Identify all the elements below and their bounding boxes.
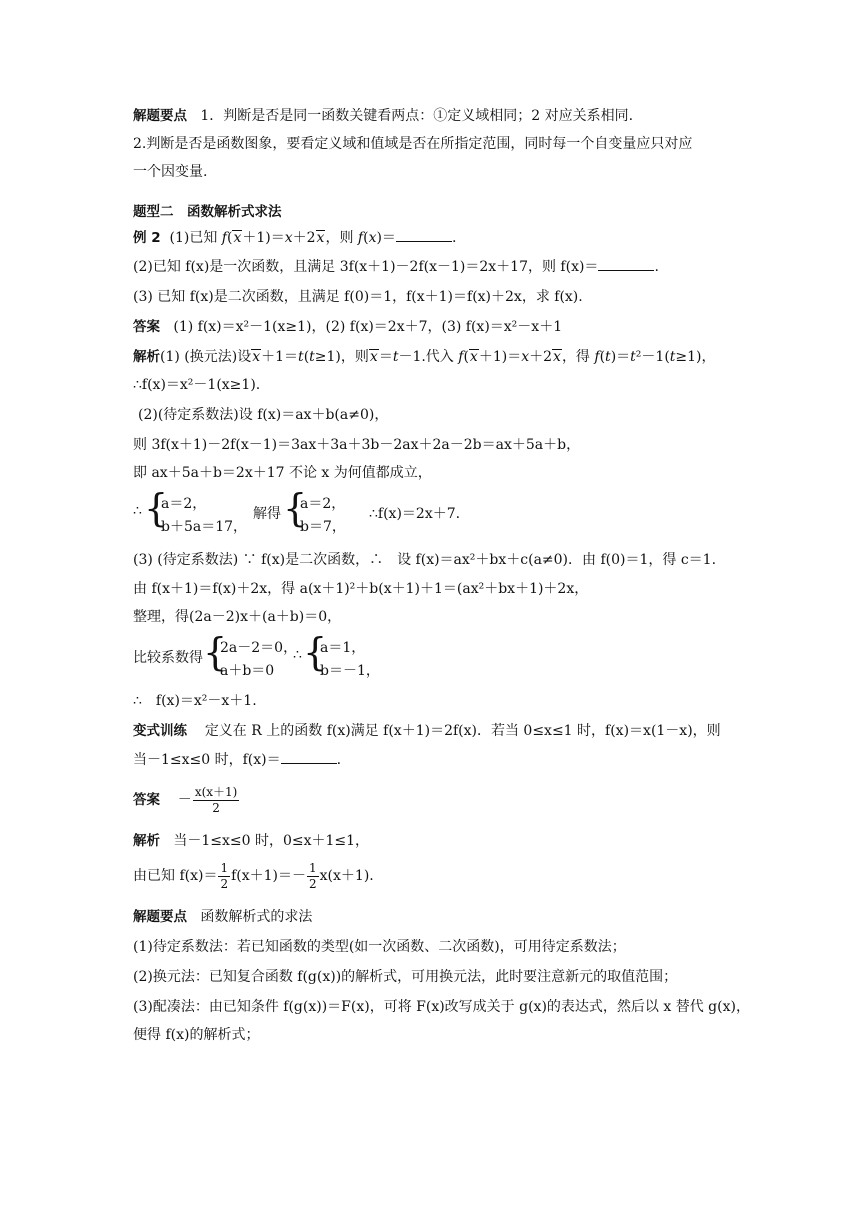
fraction-numerator: x(x＋1) [194,784,238,799]
tips2-label: 解题要点 [133,909,187,925]
equation-system-row: ∴ { a＝2， b＋5a＝17， 解得 { a＝2， b＝7， ∴f(x)＝2x＋7. [133,486,461,535]
tips1-text1: 1．判断是否是同一函数关键看两点：①定义域相同；2 对应关系相同. [200,108,634,124]
tips2-method4: 便得 f(x)的解析式； [133,1027,260,1043]
variant-answer: 答案 － $\frac{x(x+1)}{2}$ [133,784,238,815]
variant-label: 变式训练 [133,723,187,739]
answer-label: 答案 [133,319,160,335]
sys2-a: a＝2， [300,496,346,512]
analysis-p1-line2: ∴f(x)＝x²－1(x≥1). [133,377,261,393]
answer-blank[interactable] [598,258,654,271]
result2: ∴f(x)＝2x＋7. [369,506,461,522]
analysis-p2-line1: (2)(待定系数法)设 f(x)＝ax＋b(a≠0)， [138,407,389,423]
variant-analysis-text1: 当－1≤x≤0 时，0≤x＋1≤1， [173,833,370,849]
example2-q2: (2)已知 f(x)是一次函数，且满足 3f(x＋1)－2f(x－1)＝2x＋17，则 f(x)＝ . [133,259,659,275]
fraction-numerator: 1 [220,860,229,875]
analysis-line2-pre: 由已知 f(x)＝ [133,868,218,884]
fraction-denominator: 2 [309,876,317,891]
analysis-p1-line1: 解析(1) (换元法)设x＋1＝t(t≥1)，则x＝t－1.代入 f(x＋1)＝x＋2x，得 f(t)＝t²－1(t≥1)， [133,349,716,365]
analysis-line2-post: x(x＋1). [319,868,374,884]
answer-blank[interactable] [396,229,452,242]
tips1-line2: 2.判断是否是函数图象，要看定义域和值域是否在所指定范围，同时每一个自变量应只对应 [133,136,693,152]
tips2-title: 函数解析式的求法 [200,909,313,925]
answer-fraction [193,785,240,816]
half-fraction [218,861,230,892]
solve-label: 解得 [253,506,281,522]
sys1-a: a＝2， [161,496,207,512]
tips1-line1 [133,106,633,126]
variant-text1: 定义在 R 上的函数 f(x)满足 f(x＋1)＝2f(x)．若当 0≤x≤1 时，f(x)＝x(1－x)，则 [204,723,721,739]
sys2-b: b＝7， [300,519,346,535]
fraction-numerator: 1 [309,860,317,875]
compare-label: 比较系数得 [133,650,203,666]
equation-system-row: 比较系数得 { 2a－2＝0， a＋b＝0 ∴ { a＝1， b＝－1， [133,630,380,679]
fraction-denominator: 2 [212,800,220,815]
tips2-heading [133,907,312,927]
example2-q1-pre: (1)已知 [169,230,222,246]
tips1-line3: 一个因变量. [133,164,208,180]
tips1-label: 解题要点 [133,108,187,124]
answer-line [133,317,562,337]
tips2-method2: (2)换元法：已知复合函数 f(g(x))的解析式，可用换元法，此时要注意新元的取值范围； [133,969,678,985]
fraction-denominator: 2 [220,876,229,891]
example2-q1: 例 2 (1)已知 f(x＋1)＝x＋2x，则 f(x)＝ . [133,230,457,246]
brace-icon: { [283,486,308,530]
analysis-p3-line1: (3) (待定系数法) ∵ f(x)是二次函数，∴ 设 f(x)＝ax²＋bx＋c(a≠0)．由 f(0)＝1，得 c＝1. [133,552,717,568]
analysis-p2-line2: 则 3f(x＋1)－2f(x－1)＝3ax＋3a＋3b－2ax＋2a－2b＝ax＋5a＋b， [133,437,581,453]
analysis-p3-line2: 由 f(x＋1)＝f(x)＋2x，得 a(x＋1)²＋b(x＋1)＋1＝(ax²＋bx＋1)＋2x， [133,581,589,597]
analysis-p2-line3: 即 ax＋5a＋b＝2x＋17 不论 x 为何值都成立， [133,465,432,481]
sys3-a: 2a－2＝0， [220,640,298,656]
example2-label: 例 2 [133,230,161,246]
analysis-label: 解析 [133,349,160,365]
sys3-b: a＋b＝0 [220,663,275,679]
variant-analysis-line1 [133,831,369,851]
example2-q3: (3) 已知 f(x)是二次函数，且满足 f(0)＝1，f(x＋1)＝f(x)＋2x，求 f(x). [133,289,583,305]
brace-icon: { [203,630,228,674]
tips2-method1: (1)待定系数法：若已知函数的类型(如一次函数、二次函数)，可用待定系数法； [133,939,626,955]
variant-text2: 当－1≤x≤0 时，f(x)＝ [133,752,281,768]
sys4-a: a＝1， [320,640,366,656]
sys4-b: b＝－1， [320,663,380,679]
variant-line1 [133,721,721,741]
example2-q2-text: (2)已知 f(x)是一次函数，且满足 3f(x＋1)－2f(x－1)＝2x＋17，则 f(x)＝ [133,259,599,275]
variant-answer-label: 答案 [133,792,160,808]
sys1-b: b＋5a＝17， [161,519,248,535]
answer-blank[interactable] [281,751,337,764]
brace-icon: { [144,486,169,530]
section-title: 题型二 函数解析式求法 [133,204,282,220]
analysis-line2-mid: f(x＋1)＝－ [231,868,307,884]
variant-line2: 当－1≤x≤0 时，f(x)＝ . [133,752,342,768]
brace-icon: { [303,630,328,674]
result3: ∴ f(x)＝x²－x＋1. [133,693,257,709]
variant-analysis-line2 [133,858,374,894]
answer-text: (1) f(x)＝x²－1(x≥1)，(2) f(x)＝2x＋7，(3) f(x)＝x²－x＋1 [173,319,563,335]
variant-analysis-label: 解析 [133,833,160,849]
half-fraction [307,861,319,892]
analysis-p3-line3: 整理，得(2a－2)x＋(a＋b)＝0， [133,609,342,625]
tips2-method3: (3)配凑法：由已知条件 f(g(x))＝F(x)，可将 F(x)改写成关于 g(x)的表达式，然后以 x 替代 g(x)， [133,999,750,1015]
